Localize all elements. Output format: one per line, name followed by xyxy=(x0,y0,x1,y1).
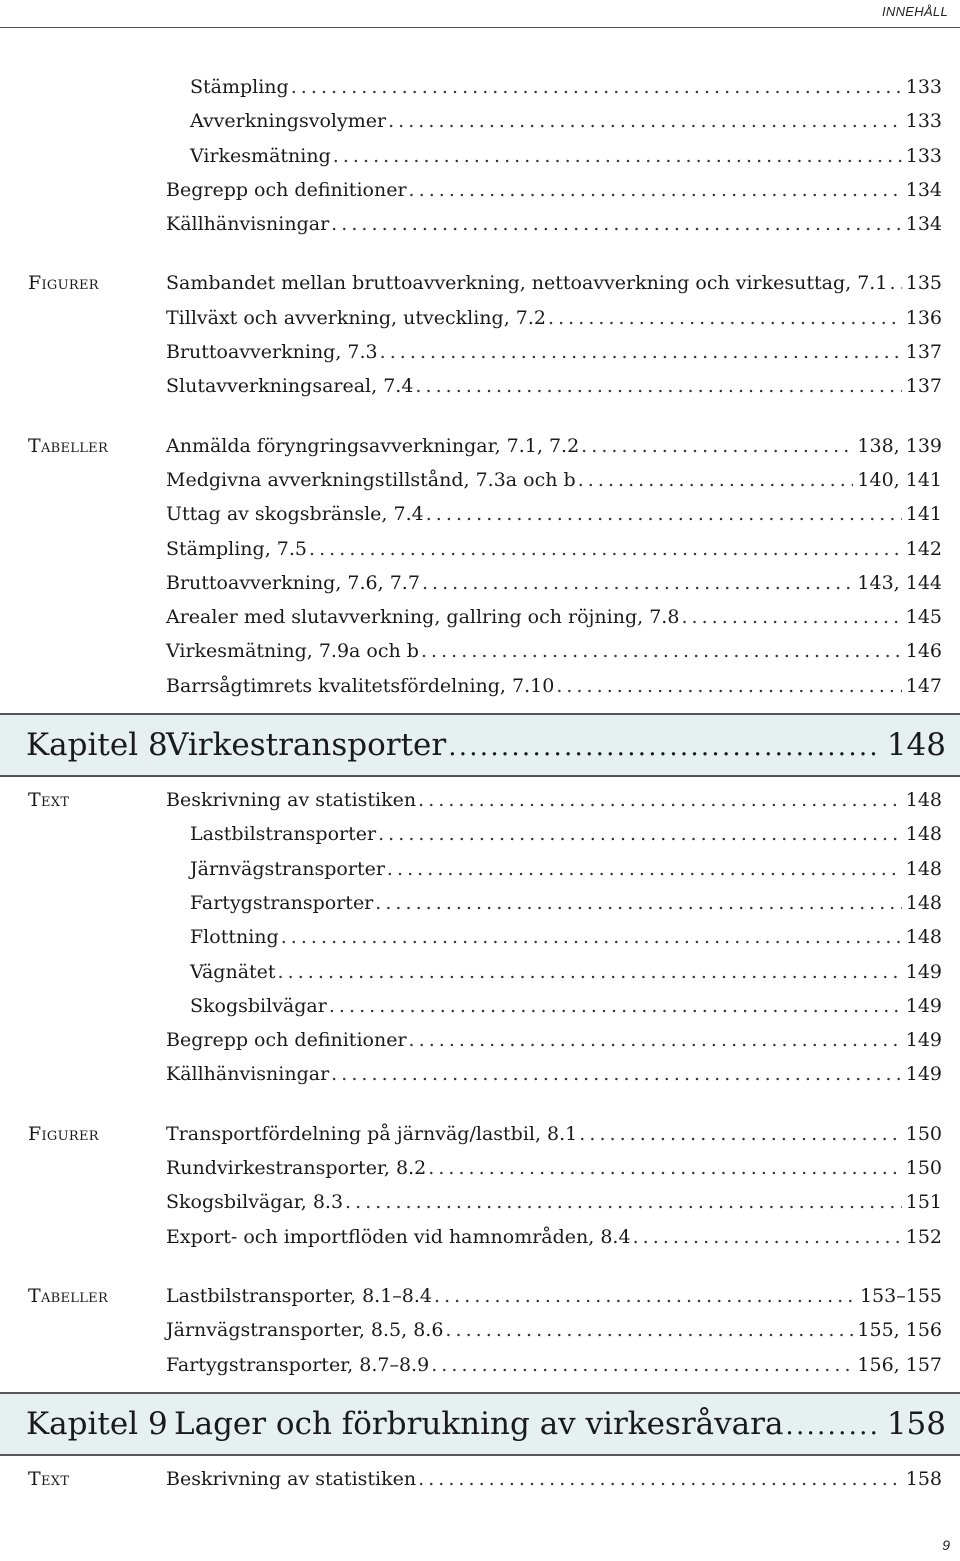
entry-title: Beskrivning av statistiken xyxy=(166,783,418,817)
toc-entry[interactable] xyxy=(166,1313,942,1347)
chapter-entry[interactable] xyxy=(166,715,946,777)
entry-title: Virkesmätning, 7.9a och b xyxy=(166,634,421,668)
table-of-contents xyxy=(0,70,960,1496)
toc-entry[interactable] xyxy=(166,1151,942,1185)
entry-page-number: 142 xyxy=(905,537,942,560)
entry-page-number: 148 xyxy=(905,789,942,812)
entry-page-number: 145 xyxy=(905,606,942,629)
chapter-heading xyxy=(0,713,960,777)
entry-page-number: 147 xyxy=(905,674,942,697)
entry-page-number: 152 xyxy=(905,1225,942,1248)
entry-page-number: 136 xyxy=(905,306,942,329)
toc-entry[interactable] xyxy=(190,817,942,851)
leader-dots xyxy=(409,173,902,207)
section-label: Tabeller xyxy=(28,1284,109,1307)
entry-title: Fartygstransporter, 8.7–8.9 xyxy=(166,1348,431,1382)
entry-page-number: 134 xyxy=(905,178,942,201)
entry-page-number: 135 xyxy=(905,272,942,295)
toc-entry[interactable] xyxy=(166,1279,942,1313)
toc-entry[interactable] xyxy=(166,1057,942,1091)
toc-entry[interactable] xyxy=(190,920,942,954)
leader-dots xyxy=(281,920,902,954)
chapter-page-number: 148 xyxy=(886,727,946,764)
toc-entry[interactable] xyxy=(166,1462,942,1496)
toc-row xyxy=(0,1151,960,1185)
toc-entry[interactable] xyxy=(166,1220,942,1254)
toc-row xyxy=(0,266,960,300)
entry-page-number: 150 xyxy=(905,1157,942,1180)
entry-title: Slutavverkningsareal, 7.4 xyxy=(166,369,415,403)
leader-dots xyxy=(548,301,902,335)
entry-title: Fartygstransporter xyxy=(190,886,375,920)
toc-entry[interactable] xyxy=(166,1348,942,1382)
entry-page-number: 156, 157 xyxy=(857,1353,942,1376)
toc-entry[interactable] xyxy=(166,173,942,207)
toc-entry[interactable] xyxy=(166,1117,942,1151)
leader-dots xyxy=(434,1279,856,1313)
entry-page-number: 149 xyxy=(905,960,942,983)
leader-dots xyxy=(581,429,853,463)
leader-dots xyxy=(333,139,902,173)
leader-dots xyxy=(387,852,902,886)
leader-dots xyxy=(889,266,901,300)
entry-title: Källhänvisningar xyxy=(166,207,331,241)
entry-title: Bruttoavverkning, 7.3 xyxy=(166,335,380,369)
leader-dots xyxy=(309,532,902,566)
entry-title: Sambandet mellan bruttoavverkning, nettoavverkning och virkesuttag, 7.1 xyxy=(166,266,889,300)
leader-dots xyxy=(633,1220,902,1254)
toc-row xyxy=(0,1348,960,1382)
toc-row xyxy=(0,634,960,668)
section-gap xyxy=(0,404,960,429)
toc-entry[interactable] xyxy=(166,566,942,600)
toc-entry[interactable] xyxy=(166,463,942,497)
entry-title: Begrepp och definitioner xyxy=(166,1023,409,1057)
toc-row xyxy=(0,1057,960,1091)
toc-entry[interactable] xyxy=(166,301,942,335)
section-gap xyxy=(0,1254,960,1279)
entry-page-number: 158 xyxy=(905,1467,942,1490)
toc-entry[interactable] xyxy=(166,1185,942,1219)
entry-title: Bruttoavverkning, 7.6, 7.7 xyxy=(166,566,422,600)
leader-dots xyxy=(445,1313,853,1347)
section-label: Figurer xyxy=(28,1122,99,1145)
entry-title: Lastbilstransporter, 8.1–8.4 xyxy=(166,1279,434,1313)
toc-row xyxy=(0,463,960,497)
entry-title: Arealer med slutavverkning, gallring och röjning, 7.8 xyxy=(166,600,681,634)
toc-entry[interactable] xyxy=(190,955,942,989)
running-header-label: INNEHÅLL xyxy=(882,4,948,19)
entry-page-number: 148 xyxy=(905,891,942,914)
entry-title: Järnvägstransporter, 8.5, 8.6 xyxy=(166,1313,445,1347)
entry-title: Barrsågtimrets kvalitetsfördelning, 7.10 xyxy=(166,669,556,703)
toc-entry[interactable] xyxy=(166,369,942,403)
entry-page-number: 150 xyxy=(905,1122,942,1145)
toc-entry[interactable] xyxy=(166,207,942,241)
leader-dots xyxy=(681,600,901,634)
entry-title: Stämpling xyxy=(190,70,291,104)
entry-title: Flottning xyxy=(190,920,281,954)
leader-dots xyxy=(375,886,901,920)
entry-title: Tillväxt och avverkning, utveckling, 7.2 xyxy=(166,301,548,335)
chapter-title: Lager och förbrukning av virkesråvara xyxy=(174,1405,784,1442)
entry-page-number: 133 xyxy=(905,76,942,98)
entry-title: Skogsbilvägar xyxy=(190,989,329,1023)
leader-dots xyxy=(345,1185,902,1219)
toc-entry[interactable] xyxy=(166,497,942,531)
section-label: Tabeller xyxy=(28,434,109,457)
toc-entry[interactable] xyxy=(190,989,942,1023)
toc-row xyxy=(0,532,960,566)
toc-row xyxy=(0,429,960,463)
toc-entry[interactable] xyxy=(166,266,942,300)
toc-row xyxy=(0,1185,960,1219)
entry-page-number: 143, 144 xyxy=(857,571,942,594)
entry-title: Järnvägstransporter xyxy=(190,852,387,886)
leader-dots xyxy=(418,783,902,817)
toc-row xyxy=(0,886,960,920)
toc-entry[interactable] xyxy=(166,335,942,369)
entry-page-number: 140, 141 xyxy=(857,468,942,491)
toc-row xyxy=(0,1313,960,1347)
toc-entry[interactable] xyxy=(166,532,942,566)
leader-dots xyxy=(578,463,854,497)
section-label: Text xyxy=(28,789,70,812)
toc-row xyxy=(0,1117,960,1151)
entry-page-number: 149 xyxy=(905,1029,942,1052)
entry-title: Stämpling, 7.5 xyxy=(166,532,309,566)
entry-title: Beskrivning av statistiken xyxy=(166,1462,418,1496)
chapter-heading xyxy=(0,1392,960,1456)
toc-entry[interactable] xyxy=(166,429,942,463)
toc-row xyxy=(0,301,960,335)
toc-row xyxy=(0,1462,960,1496)
chapter-page-number: 158 xyxy=(886,1405,946,1442)
toc-row xyxy=(0,497,960,531)
leader-dots xyxy=(291,70,902,104)
entry-page-number: 133 xyxy=(905,110,942,133)
toc-row xyxy=(0,1023,960,1057)
entry-page-number: 148 xyxy=(905,857,942,880)
leader-dots xyxy=(422,566,853,600)
leader-dots xyxy=(785,1394,880,1456)
entry-page-number: 134 xyxy=(905,213,942,236)
entry-page-number: 148 xyxy=(905,823,942,846)
entry-page-number: 155, 156 xyxy=(857,1319,942,1342)
entry-title: Vägnätet xyxy=(190,955,278,989)
section-label: Figurer xyxy=(28,272,99,295)
chapter-label: Kapitel 8 xyxy=(26,727,168,764)
entry-title: Transportfördelning på järnväg/lastbil, 8.1 xyxy=(166,1117,579,1151)
leader-dots xyxy=(378,817,902,851)
toc-row xyxy=(0,566,960,600)
toc-entry[interactable] xyxy=(190,70,942,104)
toc-row xyxy=(0,817,960,851)
entry-title: Medgivna avverkningstillstånd, 7.3a och b xyxy=(166,463,578,497)
entry-page-number: 153–155 xyxy=(859,1284,942,1307)
entry-page-number: 146 xyxy=(905,640,942,663)
entry-title: Uttag av skogsbränsle, 7.4 xyxy=(166,497,426,531)
entry-page-number: 151 xyxy=(905,1191,942,1214)
toc-row xyxy=(0,955,960,989)
leader-dots xyxy=(448,715,881,777)
entry-page-number: 137 xyxy=(905,341,942,364)
toc-row xyxy=(0,1279,960,1313)
entry-page-number: 148 xyxy=(905,926,942,949)
toc-entry[interactable] xyxy=(190,104,942,138)
entry-title: Skogsbilvägar, 8.3 xyxy=(166,1185,345,1219)
leader-dots xyxy=(278,955,902,989)
leader-dots xyxy=(380,335,902,369)
leader-dots xyxy=(426,497,902,531)
leader-dots xyxy=(329,989,902,1023)
toc-entry[interactable] xyxy=(166,669,942,703)
entry-page-number: 149 xyxy=(905,994,942,1017)
toc-row xyxy=(0,600,960,634)
entry-title: Lastbilstransporter xyxy=(190,817,378,851)
entry-title: Rundvirkestransporter, 8.2 xyxy=(166,1151,428,1185)
leader-dots xyxy=(428,1151,902,1185)
toc-entry[interactable] xyxy=(190,139,942,173)
page-number: 9 xyxy=(942,1537,950,1553)
toc-row xyxy=(0,783,960,817)
section-gap xyxy=(0,241,960,266)
entry-title: Begrepp och definitioner xyxy=(166,173,409,207)
entry-page-number: 137 xyxy=(905,375,942,398)
toc-row xyxy=(0,920,960,954)
leader-dots xyxy=(579,1117,901,1151)
toc-entry[interactable] xyxy=(166,634,942,668)
toc-entry[interactable] xyxy=(190,852,942,886)
entry-title: Virkesmätning xyxy=(190,139,333,173)
leader-dots xyxy=(409,1023,902,1057)
section-label: Text xyxy=(28,1467,70,1490)
toc-row xyxy=(0,989,960,1023)
leader-dots xyxy=(331,207,902,241)
toc-entry[interactable] xyxy=(166,783,942,817)
toc-row xyxy=(0,173,960,207)
chapter-entry[interactable] xyxy=(174,1394,946,1456)
entry-page-number: 149 xyxy=(905,1063,942,1086)
entry-page-number: 141 xyxy=(905,503,942,526)
leader-dots xyxy=(415,369,901,403)
entry-title: Källhänvisningar xyxy=(166,1057,331,1091)
entry-title: Avverkningsvolymer xyxy=(190,104,388,138)
header-rule xyxy=(0,27,960,28)
toc-entry[interactable] xyxy=(190,886,942,920)
running-header xyxy=(0,0,960,28)
chapter-label: Kapitel 9 xyxy=(26,1405,168,1442)
toc-row xyxy=(0,139,960,173)
section-gap xyxy=(0,1092,960,1117)
chapter-title: Virkestransporter xyxy=(166,727,447,764)
toc-row xyxy=(0,369,960,403)
toc-entry[interactable] xyxy=(166,1023,942,1057)
toc-entry[interactable] xyxy=(166,600,942,634)
entry-title: Export- och importflöden vid hamnområden, 8.4 xyxy=(166,1220,633,1254)
leader-dots xyxy=(331,1057,902,1091)
leader-dots xyxy=(418,1462,902,1496)
leader-dots xyxy=(556,669,901,703)
toc-row xyxy=(0,669,960,703)
toc-row xyxy=(0,70,960,104)
leader-dots xyxy=(388,104,902,138)
entry-page-number: 138, 139 xyxy=(857,434,942,457)
leader-dots xyxy=(431,1348,853,1382)
toc-row xyxy=(0,104,960,138)
leader-dots xyxy=(421,634,902,668)
toc-row xyxy=(0,852,960,886)
toc-row xyxy=(0,335,960,369)
toc-row xyxy=(0,1220,960,1254)
entry-page-number: 133 xyxy=(905,144,942,167)
toc-row xyxy=(0,207,960,241)
entry-title: Anmälda föryngringsavverkningar, 7.1, 7.2 xyxy=(166,429,581,463)
